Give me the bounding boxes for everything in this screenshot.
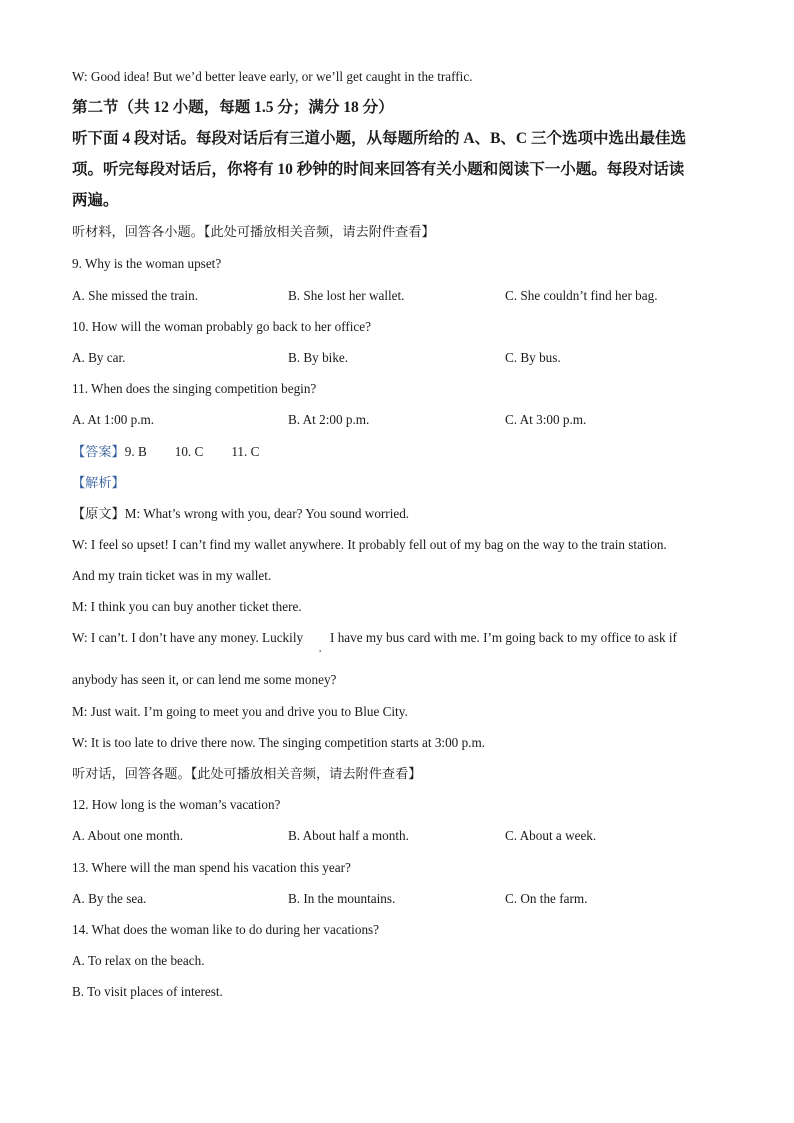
transcript-tag: 【原文】 [72,506,125,521]
transcript-w2a-comma: , [319,643,322,653]
question-9: 9. Why is the woman upset? [72,256,222,271]
q12-option-b: B. About half a month. [288,828,409,843]
q13-option-a: A. By the sea. [72,891,147,906]
q11-option-c: C. At 3:00 p.m. [505,412,587,427]
q12-option-a: A. About one month. [72,828,183,843]
q11-option-b: B. At 2:00 p.m. [288,412,370,427]
question-12: 12. How long is the woman’s vacation? [72,797,281,812]
answer-tag: 【答案】 [72,444,125,459]
answer-10: 10. C [174,444,204,459]
instructions-line-3: 两遍。 [72,192,119,209]
q9-option-c: C. She couldn’t find her bag. [505,288,658,303]
q9-option-a: A. She missed the train. [72,288,198,303]
transcript-m1-text: M: What’s wrong with you, dear? You sound worried. [124,506,410,521]
question-14: 14. What does the woman like to do during her vacations? [72,922,380,937]
transcript-m1 [72,507,409,520]
q11-option-a: A. At 1:00 p.m. [72,412,155,427]
q10-option-a: A. By car. [72,350,126,365]
question-11: 11. When does the singing competition begin? [72,381,317,396]
q9-option-b: B. She lost her wallet. [288,288,405,303]
analysis-tag: 【解析】 [72,475,125,490]
question-10: 10. How will the woman probably go back to her office? [72,319,371,334]
q14-option-b: B. To visit places of interest. [72,984,223,999]
answer-9: 9. B [124,444,147,459]
transcript-w2b: I have my bus card with me. I’m going back to my office to ask if [330,630,677,645]
transcript-m3: M: Just wait. I’m going to meet you and drive you to Blue City. [72,704,408,719]
instructions-line-2: 项。听完每段对话后，你将有 10 秒钟的时间来回答有关小题和阅读下一小题。每段对话读 [72,161,685,178]
transcript-w1b: And my train ticket was in my wallet. [72,568,272,583]
listen-prompt-1: 听材料，回答各小题。【此处可播放相关音频，请去附件查看】 [72,224,435,239]
transcript-w3: W: It is too late to drive there now. The singing competition starts at 3:00 p.m. [72,735,486,750]
q10-option-b: B. By bike. [288,350,349,365]
q12-option-c: C. About a week. [505,828,597,843]
transcript-w2c: anybody has seen it, or can lend me some money? [72,672,337,687]
transcript-m2: M: I think you can buy another ticket there. [72,599,302,614]
listen-prompt-2: 听对话，回答各题。【此处可播放相关音频，请去附件查看】 [72,766,422,781]
question-13: 13. Where will the man spend his vacation this year? [72,860,351,875]
transcript-w1a: W: I feel so upset! I can’t find my wallet anywhere. It probably fell out of my bag on the way to the train station. [72,537,667,552]
answer-11: 11. C [231,444,260,459]
transcript-w2a: W: I can’t. I don’t have any money. Luckily [72,630,304,645]
answer-line [72,445,259,458]
q13-option-b: B. In the mountains. [288,891,396,906]
dialogue-line-w-good-idea: W: Good idea! But we’d better leave early, or we’ll get caught in the traffic. [72,69,473,84]
section-title: 第二节（共 12 小题，每题 1.5 分；满分 18 分） [72,99,394,116]
q13-option-c: C. On the farm. [505,891,588,906]
q10-option-c: C. By bus. [505,350,561,365]
q14-option-a: A. To relax on the beach. [72,953,205,968]
instructions-line-1: 听下面 4 段对话。每段对话后有三道小题，从每题所给的 A、B、C 三个选项中选出最佳选 [72,130,686,147]
